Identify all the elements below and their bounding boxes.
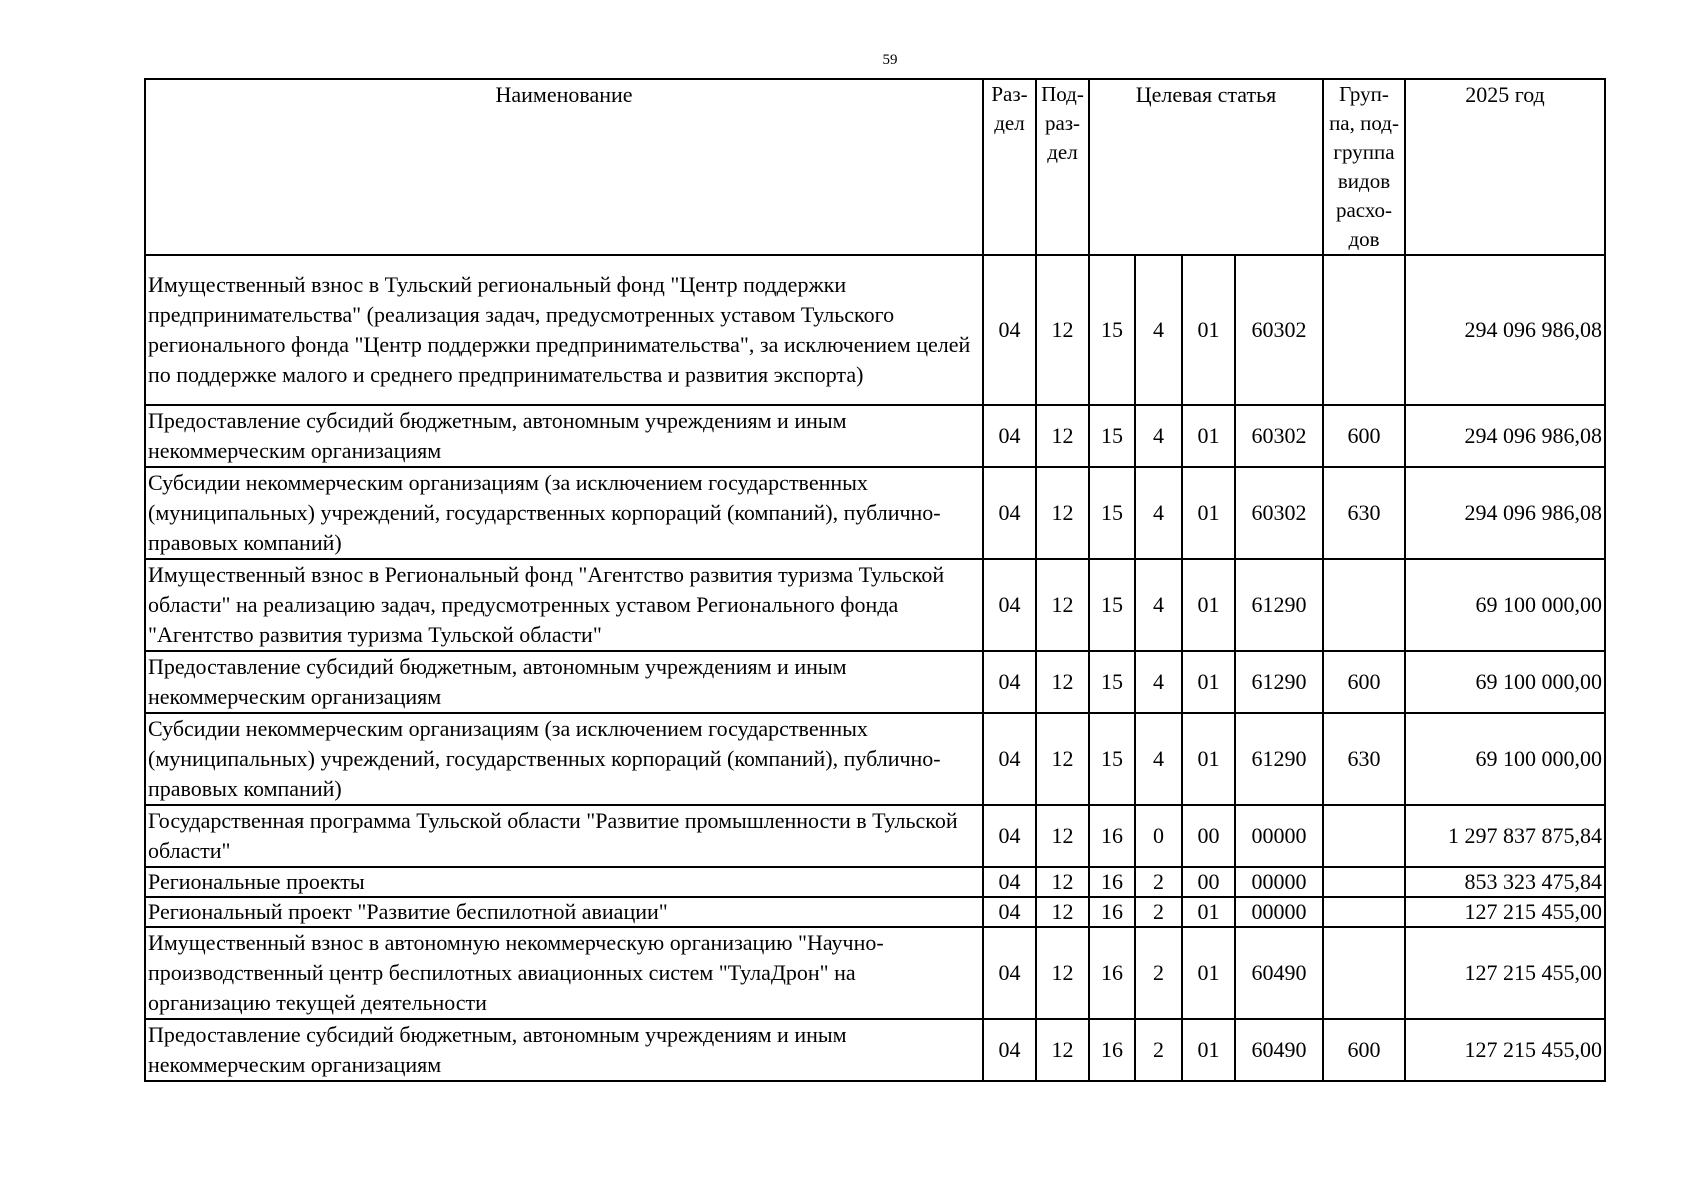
row-target-item: 00 [1182, 805, 1235, 867]
row-subsection: 12 [1036, 405, 1089, 467]
row-target-program: 15 [1089, 559, 1135, 651]
row-target-item: 01 [1182, 255, 1235, 405]
row-target-direction: 60302 [1235, 255, 1323, 405]
table-row [145, 467, 1605, 559]
row-target-item: 01 [1182, 467, 1235, 559]
header-section: Раз- дел [983, 79, 1036, 255]
row-target-type: 2 [1135, 867, 1182, 897]
row-section: 04 [983, 559, 1036, 651]
row-name: Государственная программа Тульской области "Развитие промышленности в Тульской области" [145, 805, 983, 867]
page-number: 59 [882, 52, 898, 68]
table-row [145, 927, 1605, 1019]
table-body [145, 255, 1605, 1081]
row-name: Имущественный взнос в автономную некоммерческую организацию "Научно-производственный центр беспилотных авиационных систем "ТулаДрон" на организацию текущей деятельности [145, 927, 983, 1019]
row-amount: 294 096 986,08 [1405, 255, 1605, 405]
row-target-direction: 60490 [1235, 927, 1323, 1019]
row-name: Предоставление субсидий бюджетным, автономным учреждениям и иным некоммерческим организациям [145, 405, 983, 467]
row-amount: 127 215 455,00 [1405, 897, 1605, 927]
row-group [1323, 897, 1405, 927]
row-target-program: 16 [1089, 927, 1135, 1019]
row-section: 04 [983, 255, 1036, 405]
row-amount: 294 096 986,08 [1405, 405, 1605, 467]
row-target-type: 2 [1135, 1019, 1182, 1081]
row-target-item: 01 [1182, 927, 1235, 1019]
row-name: Региональные проекты [145, 867, 983, 897]
row-group [1323, 867, 1405, 897]
row-name: Региональный проект "Развитие беспилотной авиации" [145, 897, 983, 927]
row-subsection: 12 [1036, 713, 1089, 805]
row-section: 04 [983, 713, 1036, 805]
row-target-item: 01 [1182, 559, 1235, 651]
row-target-type: 4 [1135, 255, 1182, 405]
row-subsection: 12 [1036, 255, 1089, 405]
row-target-item: 01 [1182, 713, 1235, 805]
row-target-direction: 60302 [1235, 405, 1323, 467]
row-group [1323, 255, 1405, 405]
table-row [145, 805, 1605, 867]
row-target-direction: 00000 [1235, 867, 1323, 897]
row-target-program: 16 [1089, 805, 1135, 867]
header-row [145, 79, 1605, 255]
row-amount: 294 096 986,08 [1405, 467, 1605, 559]
row-name: Предоставление субсидий бюджетным, автономным учреждениям и иным некоммерческим организациям [145, 651, 983, 713]
table-row [145, 897, 1605, 927]
row-section: 04 [983, 927, 1036, 1019]
row-target-type: 4 [1135, 651, 1182, 713]
row-target-type: 4 [1135, 559, 1182, 651]
row-target-direction: 61290 [1235, 713, 1323, 805]
row-section: 04 [983, 867, 1036, 897]
row-group [1323, 805, 1405, 867]
row-name: Субсидии некоммерческим организациям (за исключением государственных (муниципальных) учреждений, государственных корпораций (компаний), публично-правовых компаний) [145, 713, 983, 805]
row-amount: 69 100 000,00 [1405, 651, 1605, 713]
row-section: 04 [983, 467, 1036, 559]
budget-table [144, 78, 1606, 1082]
header-group: Груп- па, под- группа видов расхо- дов [1323, 79, 1405, 255]
row-target-program: 16 [1089, 897, 1135, 927]
row-target-item: 01 [1182, 651, 1235, 713]
row-group: 630 [1323, 713, 1405, 805]
row-subsection: 12 [1036, 927, 1089, 1019]
row-target-program: 15 [1089, 405, 1135, 467]
table-row [145, 255, 1605, 405]
header-name: Наименование [145, 79, 983, 255]
row-section: 04 [983, 651, 1036, 713]
table-row [145, 651, 1605, 713]
row-amount: 69 100 000,00 [1405, 559, 1605, 651]
table-row [145, 867, 1605, 897]
row-target-direction: 60490 [1235, 1019, 1323, 1081]
row-group: 600 [1323, 1019, 1405, 1081]
row-group: 630 [1323, 467, 1405, 559]
row-target-type: 2 [1135, 927, 1182, 1019]
row-name: Имущественный взнос в Региональный фонд "Агентство развития туризма Тульской области" на реализацию задач, предусмотренных уставом Регионального фонда "Агентство развития туризма Тульской области" [145, 559, 983, 651]
row-group: 600 [1323, 405, 1405, 467]
row-target-type: 2 [1135, 897, 1182, 927]
table-row [145, 405, 1605, 467]
header-subsection: Под- раз- дел [1036, 79, 1089, 255]
row-target-type: 4 [1135, 713, 1182, 805]
row-group [1323, 927, 1405, 1019]
row-subsection: 12 [1036, 805, 1089, 867]
row-target-direction: 00000 [1235, 897, 1323, 927]
row-target-direction: 61290 [1235, 651, 1323, 713]
row-target-item: 01 [1182, 897, 1235, 927]
row-amount: 1 297 837 875,84 [1405, 805, 1605, 867]
row-target-item: 00 [1182, 867, 1235, 897]
row-target-program: 15 [1089, 467, 1135, 559]
row-target-type: 0 [1135, 805, 1182, 867]
row-target-type: 4 [1135, 405, 1182, 467]
row-subsection: 12 [1036, 897, 1089, 927]
row-section: 04 [983, 897, 1036, 927]
row-amount: 127 215 455,00 [1405, 927, 1605, 1019]
row-subsection: 12 [1036, 651, 1089, 713]
row-group: 600 [1323, 651, 1405, 713]
row-subsection: 12 [1036, 867, 1089, 897]
row-target-item: 01 [1182, 405, 1235, 467]
row-target-program: 15 [1089, 651, 1135, 713]
row-target-type: 4 [1135, 467, 1182, 559]
row-amount: 69 100 000,00 [1405, 713, 1605, 805]
row-subsection: 12 [1036, 559, 1089, 651]
row-subsection: 12 [1036, 1019, 1089, 1081]
row-section: 04 [983, 1019, 1036, 1081]
row-name: Предоставление субсидий бюджетным, автономным учреждениям и иным некоммерческим организациям [145, 1019, 983, 1081]
row-group [1323, 559, 1405, 651]
row-target-direction: 00000 [1235, 805, 1323, 867]
row-target-direction: 61290 [1235, 559, 1323, 651]
row-amount: 853 323 475,84 [1405, 867, 1605, 897]
row-target-program: 16 [1089, 867, 1135, 897]
row-amount: 127 215 455,00 [1405, 1019, 1605, 1081]
table-row [145, 1019, 1605, 1081]
row-subsection: 12 [1036, 467, 1089, 559]
row-section: 04 [983, 805, 1036, 867]
row-name: Субсидии некоммерческим организациям (за исключением государственных (муниципальных) учреждений, государственных корпораций (компаний), публично-правовых компаний) [145, 467, 983, 559]
row-target-direction: 60302 [1235, 467, 1323, 559]
row-target-program: 15 [1089, 713, 1135, 805]
header-year: 2025 год [1405, 79, 1605, 255]
header-target: Целевая статья [1089, 79, 1323, 255]
row-target-item: 01 [1182, 1019, 1235, 1081]
table-row [145, 713, 1605, 805]
row-target-program: 16 [1089, 1019, 1135, 1081]
row-section: 04 [983, 405, 1036, 467]
row-target-program: 15 [1089, 255, 1135, 405]
row-name: Имущественный взнос в Тульский региональный фонд "Центр поддержки предпринимательства" (реализация задач, предусмотренных уставом Тульского регионального фонда "Центр поддержки предпринимательства", за исключением целей по поддержке малого и среднего предпринимательства и развития экспорта) [145, 255, 983, 405]
table-row [145, 559, 1605, 651]
